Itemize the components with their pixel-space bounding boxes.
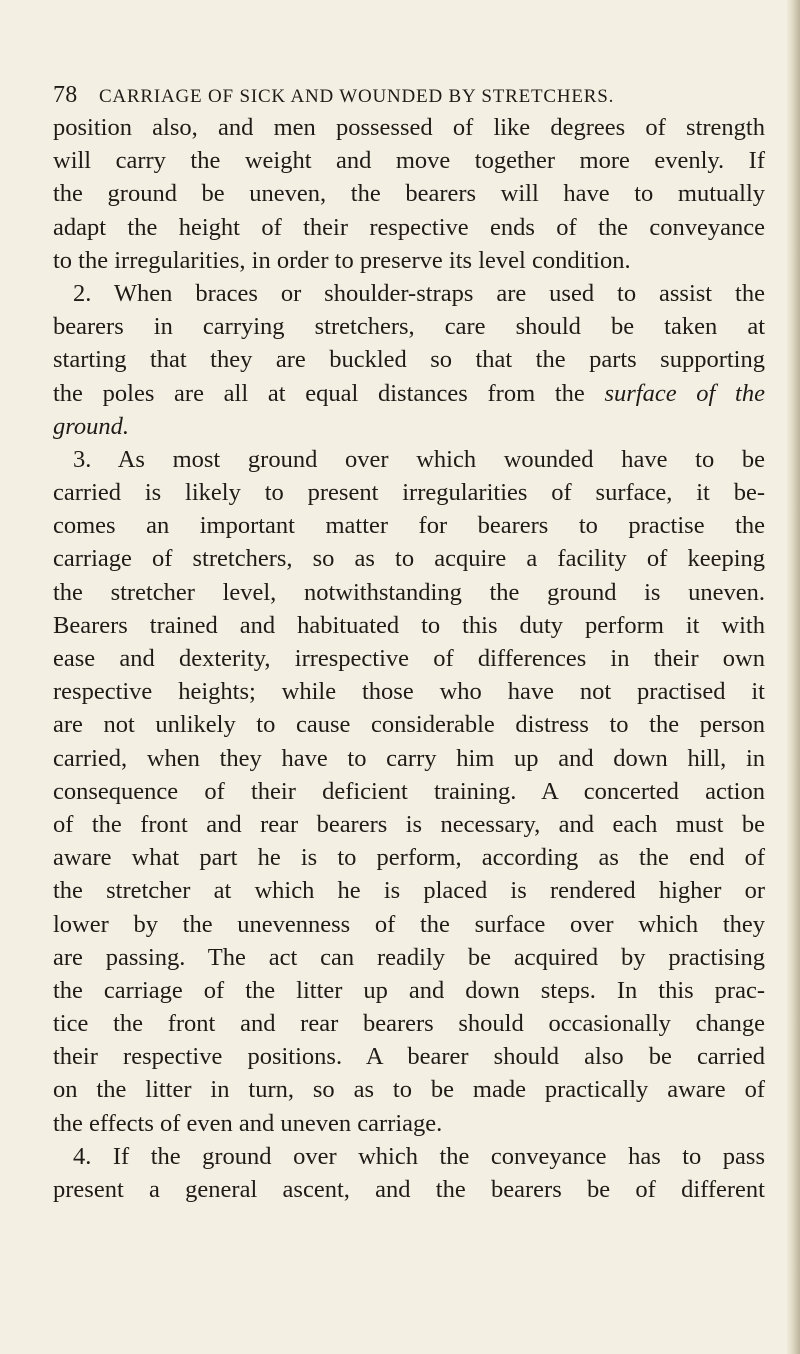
text-line: carried, when they have to carry him up and down hill, in (53, 744, 765, 772)
text-line: position also, and men possessed of like degrees of strength (53, 114, 765, 141)
running-title: CARRIAGE OF SICK AND WOUNDED BY STRETCHERS. (98, 86, 615, 107)
text-line: 4. If the ground over which the conveyance has to pass (73, 1142, 765, 1170)
text-line: Bearers trained and habituated to this duty perform it with (53, 611, 765, 639)
body-text (53, 111, 765, 1206)
text-line: present a general ascent, and the bearers be of different (53, 1176, 765, 1203)
text-line: starting that they are buckled so that the parts supporting (53, 346, 765, 374)
page-number: 78 (53, 82, 78, 108)
text-line: the ground be uneven, the bearers will have to mutually (53, 180, 765, 208)
text-line: are not unlikely to cause considerable distress to the person (53, 711, 765, 739)
text-line (53, 377, 765, 410)
text-line: carriage of stretchers, so as to acquire a facility of keeping (53, 545, 765, 573)
text-line: are passing. The act can readily be acquired by practising (53, 943, 765, 971)
text-line: will carry the weight and move together more evenly. If (53, 147, 765, 175)
text-line: their respective positions. A bearer should also be carried (53, 1043, 765, 1071)
text-line: aware what part he is to perform, according as the end of (53, 844, 765, 872)
text-fragment: the poles are all at equal distances from the (53, 379, 585, 407)
text-line: of the front and rear bearers is necessary, and each must be (53, 810, 765, 838)
text-line: comes an important matter for bearers to practise the (53, 512, 765, 540)
text-line: on the litter in turn, so as to be made practically aware of (53, 1076, 765, 1104)
running-head (53, 80, 753, 110)
italic-fragment: surface of the (604, 379, 765, 407)
text-line: ease and dexterity, irrespective of differences in their own (53, 645, 765, 672)
text-line: 2. When braces or shoulder-straps are used to assist the (73, 279, 765, 307)
text-line: bearers in carrying stretchers, care should be taken at (53, 313, 765, 341)
text-line: ground. (53, 412, 130, 440)
page-edge-shadow (786, 0, 800, 1354)
text-line: the effects of even and uneven carriage. (53, 1109, 443, 1137)
text-line: lower by the unevenness of the surface over which they (53, 910, 765, 938)
text-line: respective heights; while those who have not practised it (53, 678, 765, 706)
text-line: the stretcher level, notwithstanding the ground is uneven. (53, 578, 765, 606)
text-line: to the irregularities, in order to preserve its level condition. (53, 246, 631, 274)
text-line: 3. As most ground over which wounded have to be (73, 445, 765, 473)
text-line: the carriage of the litter up and down steps. In this prac- (53, 976, 765, 1004)
text-line: consequence of their deficient training. A concerted action (53, 777, 765, 805)
text-line: adapt the height of their respective ends of the conveyance (53, 213, 765, 241)
text-line: the stretcher at which he is placed is rendered higher or (53, 877, 765, 905)
text-line: tice the front and rear bearers should occasionally change (53, 1010, 765, 1038)
text-line: carried is likely to present irregularities of surface, it be- (53, 479, 765, 507)
